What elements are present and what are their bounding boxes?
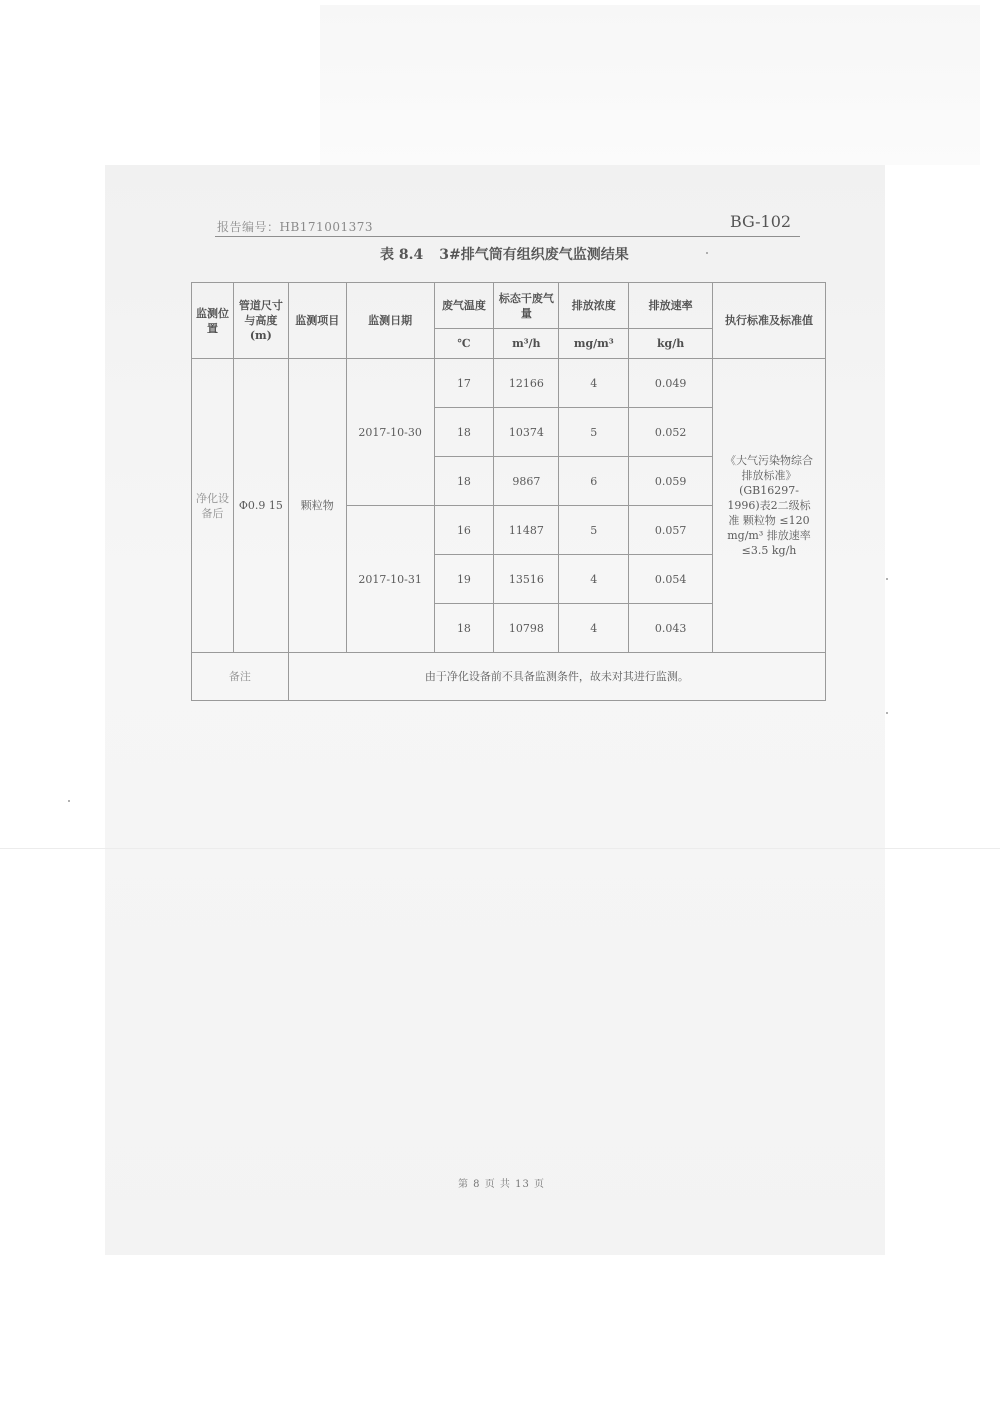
page-number: 第 8 页 共 13 页 bbox=[458, 1179, 545, 1190]
cell-location: 净化设备后 bbox=[192, 359, 234, 653]
remark-text: 由于净化设备前不具备监测条件，故未对其进行监测。 bbox=[288, 653, 825, 701]
unit-temperature: ℃ bbox=[434, 329, 494, 359]
cell-rate: 0.052 bbox=[629, 408, 713, 457]
header-temperature: 废气温度 bbox=[434, 283, 494, 329]
table-title bbox=[380, 244, 629, 264]
scan-speck bbox=[886, 578, 888, 580]
header-flow: 标态干废气量 bbox=[494, 283, 559, 329]
header-pipe-size: 管道尺寸与高度(m) bbox=[233, 283, 288, 359]
cell-flow: 11487 bbox=[494, 506, 559, 555]
cell-conc: 6 bbox=[559, 457, 629, 506]
cell-temp: 19 bbox=[434, 555, 494, 604]
cell-rate: 0.049 bbox=[629, 359, 713, 408]
header-rule bbox=[215, 236, 800, 237]
header-standard: 执行标准及标准值 bbox=[713, 283, 826, 359]
monitoring-results-table bbox=[191, 282, 826, 701]
cell-rate: 0.057 bbox=[629, 506, 713, 555]
table-number: 表 8.4 bbox=[380, 247, 424, 263]
scan-shadow-top bbox=[320, 5, 980, 165]
cell-conc: 5 bbox=[559, 506, 629, 555]
header-location: 监测位置 bbox=[192, 283, 234, 359]
report-number: 报告编号：HB171001373 bbox=[217, 220, 373, 234]
unit-rate: kg/h bbox=[629, 329, 713, 359]
scan-speck bbox=[706, 252, 708, 254]
cell-conc: 4 bbox=[559, 604, 629, 653]
cell-date-1: 2017-10-30 bbox=[346, 359, 434, 506]
cell-rate: 0.043 bbox=[629, 604, 713, 653]
cell-flow: 12166 bbox=[494, 359, 559, 408]
cell-rate: 0.059 bbox=[629, 457, 713, 506]
cell-flow: 10798 bbox=[494, 604, 559, 653]
report-code: BG-102 bbox=[730, 212, 792, 231]
cell-flow: 10374 bbox=[494, 408, 559, 457]
cell-temp: 18 bbox=[434, 457, 494, 506]
cell-flow: 9867 bbox=[494, 457, 559, 506]
cell-temp: 17 bbox=[434, 359, 494, 408]
table-title-text: 3#排气筒有组织废气监测结果 bbox=[439, 247, 629, 263]
scan-speck bbox=[886, 712, 888, 714]
cell-temp: 16 bbox=[434, 506, 494, 555]
cell-date-2: 2017-10-31 bbox=[346, 506, 434, 653]
cell-standard: 《大气污染物综合排放标准》(GB16297-1996)表2二级标准 颗粒物 ≤120 mg/m³ 排放速率 ≤3.5 kg/h bbox=[713, 359, 826, 653]
header-concentration: 排放浓度 bbox=[559, 283, 629, 329]
header-item: 监测项目 bbox=[288, 283, 346, 359]
cell-conc: 5 bbox=[559, 408, 629, 457]
cell-temp: 18 bbox=[434, 604, 494, 653]
cell-conc: 4 bbox=[559, 555, 629, 604]
cell-item: 颗粒物 bbox=[288, 359, 346, 653]
unit-flow: m³/h bbox=[494, 329, 559, 359]
cell-temp: 18 bbox=[434, 408, 494, 457]
cell-flow: 13516 bbox=[494, 555, 559, 604]
fold-line bbox=[0, 848, 1000, 849]
header-date: 监测日期 bbox=[346, 283, 434, 359]
scan-speck bbox=[68, 800, 70, 802]
remark-label: 备注 bbox=[192, 653, 289, 701]
cell-conc: 4 bbox=[559, 359, 629, 408]
unit-concentration: mg/m³ bbox=[559, 329, 629, 359]
cell-pipe-size: Φ0.9 15 bbox=[233, 359, 288, 653]
header-rate: 排放速率 bbox=[629, 283, 713, 329]
cell-rate: 0.054 bbox=[629, 555, 713, 604]
